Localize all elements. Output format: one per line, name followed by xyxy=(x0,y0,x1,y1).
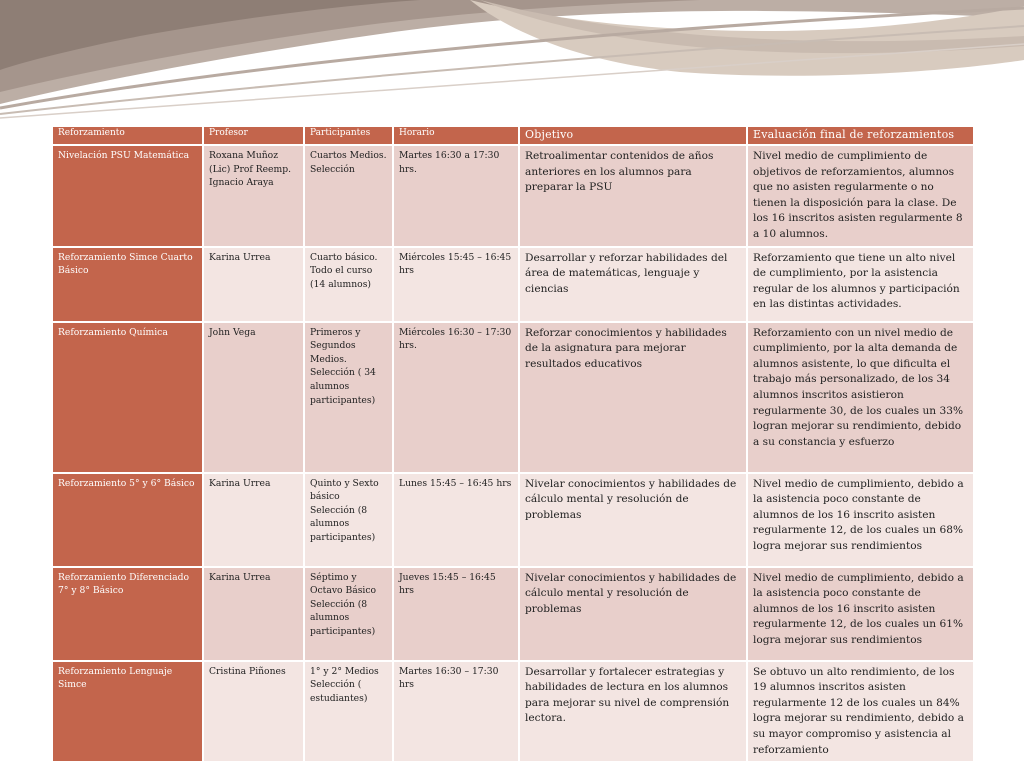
cell-horario: Miércoles 16:30 – 17:30 hrs. xyxy=(393,322,519,473)
cell-profesor: Karina Urrea xyxy=(203,473,304,567)
cell-evaluacion: Se obtuvo un alto rendimiento, de los 19 alumnos inscritos asisten regularmente 12 de los cuales un 84% logra mejorar su rendimiento, debido a su mayor compromiso y asistencia al reforzamiento xyxy=(747,661,974,763)
cell-profesor: Karina Urrea xyxy=(203,567,304,661)
table-row xyxy=(52,473,974,567)
table-row xyxy=(52,145,974,247)
cell-objetivo: Retroalimentar contenidos de años anteriores en los alumnos para preparar la PSU xyxy=(519,145,747,247)
cell-profesor: Cristina Piñones xyxy=(203,661,304,763)
cell-profesor: Roxana Muñoz (Lic) Prof Reemp. Ignacio Araya xyxy=(203,145,304,247)
cell-reforzamiento: Reforzamiento Simce Cuarto Básico xyxy=(52,247,203,322)
cell-profesor: John Vega xyxy=(203,322,304,473)
header-profesor: Profesor xyxy=(203,126,304,145)
cell-reforzamiento: Reforzamiento 5° y 6° Básico xyxy=(52,473,203,567)
header-participantes: Participantes xyxy=(304,126,393,145)
cell-evaluacion: Nivel medio de cumplimiento, debido a la asistencia poco constante de alumnos de los 16 inscrito asisten regularmente 12, de los cuales un 61% logra mejorar sus rendimientos xyxy=(747,567,974,661)
cell-objetivo: Desarrollar y fortalecer estrategias y habilidades de lectura en los alumnos para mejorar su nivel de comprensión lectora. xyxy=(519,661,747,763)
cell-objetivo: Nivelar conocimientos y habilidades de cálculo mental y resolución de problemas xyxy=(519,473,747,567)
cell-participantes: Cuartos Medios. Selección xyxy=(304,145,393,247)
header-objetivo: Objetivo xyxy=(519,126,747,145)
cell-horario: Jueves 15:45 – 16:45 hrs xyxy=(393,567,519,661)
header-decoration xyxy=(0,0,1024,120)
cell-participantes: 1° y 2° Medios Selección ( estudiantes) xyxy=(304,661,393,763)
table-row xyxy=(52,567,974,661)
header-horario: Horario xyxy=(393,126,519,145)
table-row xyxy=(52,322,974,473)
cell-participantes: Séptimo y Octavo Básico Selección (8 alumnos participantes) xyxy=(304,567,393,661)
cell-participantes: Primeros y Segundos Medios. Selección ( 34 alumnos participantes) xyxy=(304,322,393,473)
cell-reforzamiento: Reforzamiento Diferenciado 7° y 8° Básico xyxy=(52,567,203,661)
table-row xyxy=(52,661,974,763)
header-evaluacion: Evaluación final de reforzamientos xyxy=(747,126,974,145)
cell-evaluacion: Nivel medio de cumplimiento de objetivos de reforzamientos, alumnos que no asisten regularmente o no tienen la disposición para la clase. De los 16 inscritos asisten regularmente 8 a 10 alumnos. xyxy=(747,145,974,247)
reinforcement-table xyxy=(51,125,975,763)
cell-participantes: Cuarto básico. Todo el curso (14 alumnos) xyxy=(304,247,393,322)
cell-objetivo: Desarrollar y reforzar habilidades del área de matemáticas, lenguaje y ciencias xyxy=(519,247,747,322)
table-header-row xyxy=(52,126,974,145)
cell-reforzamiento: Reforzamiento Lenguaje Simce xyxy=(52,661,203,763)
cell-horario: Martes 16:30 a 17:30 hrs. xyxy=(393,145,519,247)
cell-horario: Miércoles 15:45 – 16:45 hrs xyxy=(393,247,519,322)
cell-horario: Martes 16:30 – 17:30 hrs xyxy=(393,661,519,763)
header-reforzamiento: Reforzamiento xyxy=(52,126,203,145)
cell-reforzamiento: Reforzamiento Química xyxy=(52,322,203,473)
cell-evaluacion: Nivel medio de cumplimiento, debido a la asistencia poco constante de alumnos de los 16 inscrito asisten regularmente 12, de los cuales un 68% logra mejorar sus rendimientos xyxy=(747,473,974,567)
cell-horario: Lunes 15:45 – 16:45 hrs xyxy=(393,473,519,567)
cell-participantes: Quinto y Sexto básico Selección (8 alumnos participantes) xyxy=(304,473,393,567)
cell-profesor: Karina Urrea xyxy=(203,247,304,322)
cell-evaluacion: Reforzamiento con un nivel medio de cumplimiento, por la alta demanda de alumnos asistente, lo que dificulta el trabajo más personalizado, de los 34 alumnos inscritos asistieron regularmente 30, de los cuales un 33% logran mejorar su rendimiento, debido a su constancia y esfuerzo xyxy=(747,322,974,473)
cell-objetivo: Reforzar conocimientos y habilidades de la asignatura para mejorar resultados educativos xyxy=(519,322,747,473)
cell-objetivo: Nivelar conocimientos y habilidades de cálculo mental y resolución de problemas xyxy=(519,567,747,661)
table-row xyxy=(52,247,974,322)
cell-reforzamiento: Nivelación PSU Matemática xyxy=(52,145,203,247)
cell-evaluacion: Reforzamiento que tiene un alto nivel de cumplimiento, por la asistencia regular de los alumnos y participación en las distintas actividades. xyxy=(747,247,974,322)
